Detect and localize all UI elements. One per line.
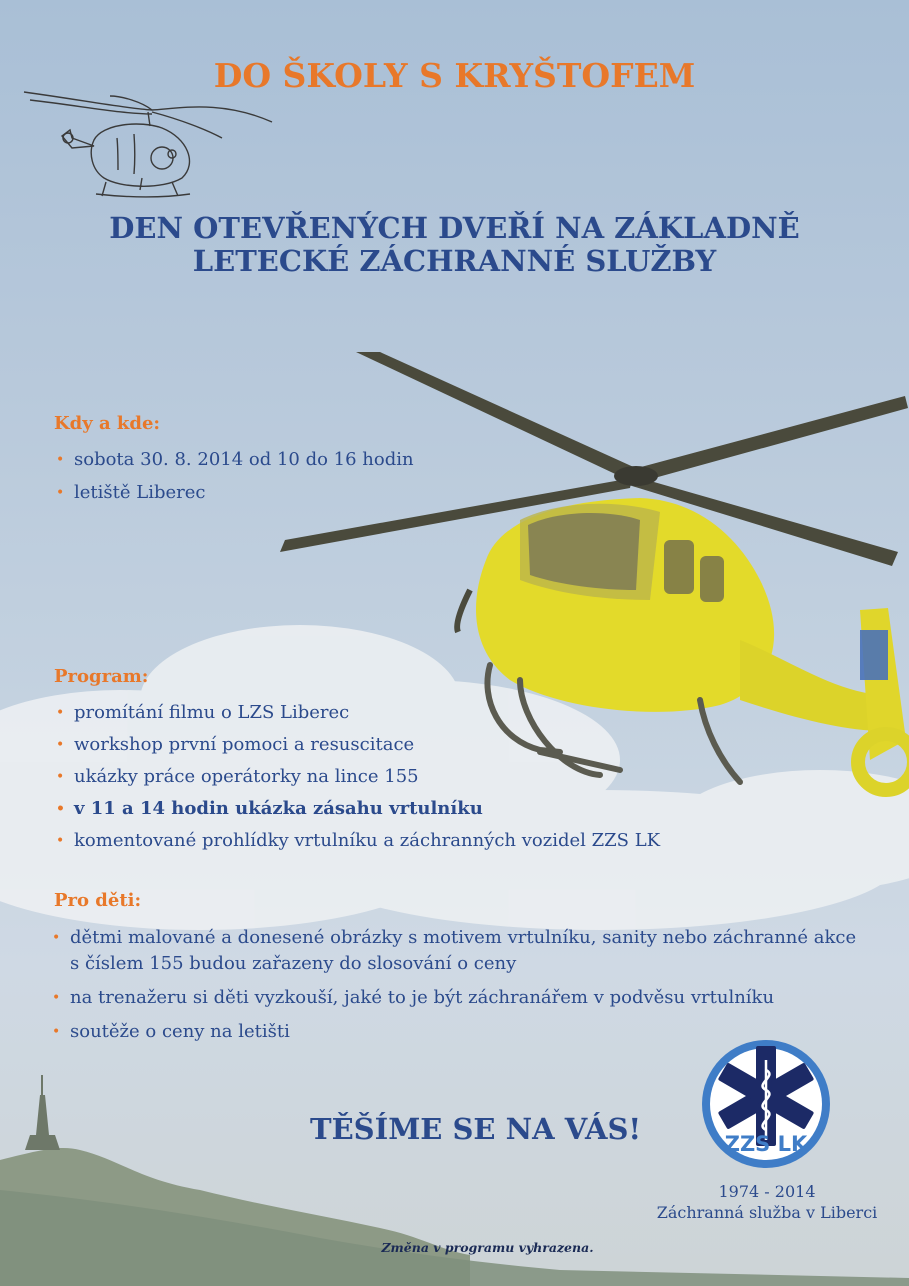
event-title-line2: LETECKÉ ZÁCHRANNÉ SLUŽBY — [192, 244, 717, 278]
when-where-list — [54, 447, 414, 506]
list-item: • letiště Liberec — [54, 480, 414, 506]
organization-name: Záchranná služba v Liberci — [656, 1203, 878, 1222]
list-item: • ukázky práce operátorky na lince 155 — [54, 764, 660, 790]
kids-heading: Pro děti: — [54, 890, 142, 911]
list-item: • promítání filmu o LZS Liberec — [54, 700, 660, 726]
list-item: • soutěže o ceny na letišti — [50, 1019, 870, 1045]
when-where-heading: Kdy a kde: — [54, 413, 161, 434]
program-list — [54, 700, 660, 854]
star-of-life-logo — [696, 1036, 836, 1172]
list-item: • dětmi malované a donesené obrázky s motivem vrtulníku, sanity nebo záchranné akce s číslem 155 budou zařazeny do slosování o ceny — [50, 925, 870, 977]
logo-text: ZZS LK — [724, 1132, 808, 1156]
anniversary-years: 1974 - 2014 — [718, 1182, 816, 1201]
list-item: • sobota 30. 8. 2014 od 10 do 16 hodin — [54, 447, 414, 473]
kids-list — [50, 925, 870, 1053]
event-title — [0, 212, 909, 278]
event-title-line1: DEN OTEVŘENÝCH DVEŘÍ NA ZÁKLADNĚ — [109, 211, 800, 245]
list-item: • na trenažeru si děti vyzkouší, jaké to je být záchranářem v podvěsu vrtulníku — [50, 985, 870, 1011]
program-heading: Program: — [54, 666, 149, 687]
list-item-highlight: • v 11 a 14 hodin ukázka zásahu vrtulníku — [54, 796, 660, 822]
event-series-title: DO ŠKOLY S KRYŠTOFEM — [213, 56, 696, 95]
list-item: • workshop první pomoci a resuscitace — [54, 732, 660, 758]
list-item: • komentované prohlídky vrtulníku a záchranných vozidel ZZS LK — [54, 828, 660, 854]
disclaimer-note: Změna v programu vyhrazena. — [381, 1240, 594, 1255]
slogan: TĚŠÍME SE NA VÁS! — [310, 1112, 642, 1146]
